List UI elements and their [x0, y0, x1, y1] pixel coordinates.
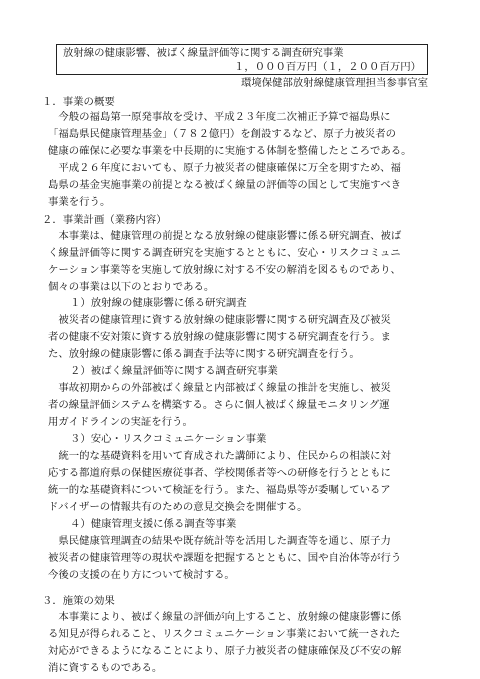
item-1-line: 者の健康不安対策に資する放射線の健康影響に関する研究調査を行う。ま — [48, 331, 391, 343]
item-2-line: 用ガイドラインの実証を行う。 — [48, 416, 193, 428]
item-4-line: 県民健康管理調査の結果や既存統計等を活用した調査等を通じ、原子力 — [48, 535, 391, 547]
department-name: 環境保健部放射線健康管理担当参事官室 — [240, 77, 428, 89]
section-2-line: く線量評価等に関する調査研究を実施するとともに、安心・リスクコミュニ — [48, 247, 401, 259]
section-3-body — [48, 609, 436, 677]
item-2-line: 事故初期からの外部被ばく線量と内部被ばく線量の推計を実施し、被災 — [48, 382, 391, 394]
section-1-line: 事業を行う。 — [48, 196, 111, 208]
section-1-line: 「福島県民健康管理基金」（７８２億円）を創設するなど、原子力被災者の — [48, 128, 397, 140]
item-2-body — [48, 380, 436, 431]
document-title: 放射線の健康影響、被ばく線量評価等に関する調査研究事業 — [63, 47, 344, 59]
item-4-body — [48, 533, 436, 584]
section-3-line: る知見が得られること、リスクコミュニケーション事業において統一された — [48, 628, 401, 640]
title-box — [56, 44, 428, 75]
item-3-line: 統一的な基礎資料について検証を行う。また、福島県等が委嘱しているア — [48, 484, 391, 496]
item-1-body — [48, 312, 436, 363]
section-3-line: 対応ができるようになることにより、原子力被災者の健康確保及び不安の解 — [48, 645, 402, 657]
section-1-line: 島県の基金実施事業の前提となる被ばく線量の評価等の国として実施すべき — [48, 179, 402, 191]
section-2-intro — [48, 228, 436, 296]
item-3-line: ドバイザーの情報共有のための意見交換会を開催する。 — [48, 501, 308, 513]
section-1-line: 健康の確保に必要な事業を中長期的に実施する体制を整備したところである。 — [48, 145, 412, 157]
item-4-heading: ４）健康管理支援に係る調査等事業 — [70, 518, 237, 530]
section-2-line: 個々の事業は以下のとおりである。 — [48, 281, 215, 293]
item-1-line: 被災者の健康管理に資する放射線の健康影響に関する研究調査及び被災 — [48, 314, 391, 326]
item-3-body — [48, 448, 436, 516]
item-2-line: 者の線量評価システムを構築する。さらに個人被ばく線量モニタリング運 — [48, 399, 390, 411]
budget-amount: １，０００百万円（１，２００百万円） — [233, 61, 421, 73]
item-4-line: 被災者の健康管理等の現状や課題を把握するとともに、国や自治体等が行う — [48, 552, 402, 564]
section-2-line: ケーション事業等を実施して放射線に対する不安の解消を図るものであり、 — [48, 264, 401, 276]
item-2-heading: ２）被ばく線量評価等に関する調査研究事業 — [70, 365, 278, 377]
item-1-line: た、放射線の健康影響に係る調査手法等に関する研究調査を行う。 — [48, 348, 360, 360]
section-1-line: 平成２６年度においても、原子力被災者の健康確保に万全を期すため、福 — [48, 162, 401, 174]
section-3-line: 消に資するものである。 — [48, 662, 163, 674]
section-2-heading: ２．事業計画（業務内容） — [42, 214, 167, 226]
item-3-line: 応する都道府県の保健医療従事者、学校関係者等への研修を行うとともに — [48, 467, 391, 479]
section-3-heading: ３．施策の効果 — [42, 595, 115, 607]
section-3-line: 本事業により、被ばく線量の評価が向上すること、放射線の健康影響に係 — [48, 611, 402, 623]
item-3-line: 統一的な基礎資料を用いて育成された講師により、住民からの相談に対 — [48, 450, 391, 462]
item-1-heading: １）放射線の健康影響に係る研究調査 — [70, 297, 247, 309]
section-1-heading: １．事業の概要 — [42, 96, 115, 108]
section-1-body — [48, 109, 436, 211]
section-2-line: 本事業は、健康管理の前提となる放射線の健康影響に係る研究調査、被ば — [48, 230, 402, 242]
item-3-heading: ３）安心・リスクコミュニケーション事業 — [70, 433, 267, 445]
item-4-line: 今後の支援の在り方について検討する。 — [48, 569, 235, 581]
section-1-line: 今般の福島第一原発事故を受け、平成２３年度二次補正予算で福島県に — [48, 111, 391, 123]
